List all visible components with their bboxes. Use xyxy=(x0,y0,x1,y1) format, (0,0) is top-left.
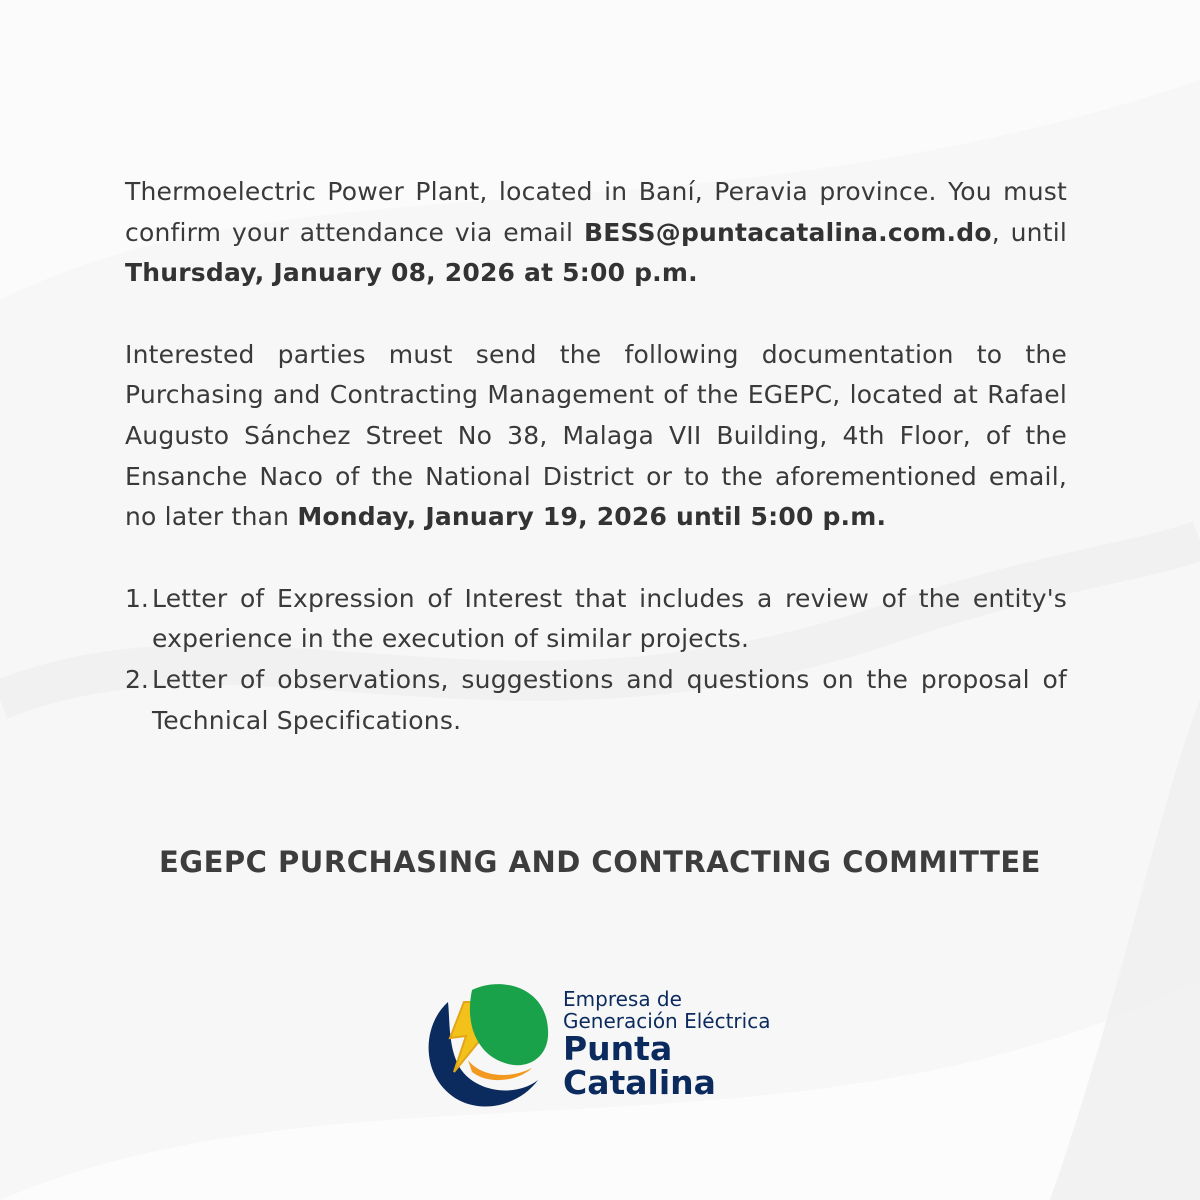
logo-line-empresa: Empresa de xyxy=(563,987,682,1011)
logo-line-generacion: Generación Eléctrica xyxy=(563,1009,771,1033)
logo-wordmark xyxy=(563,988,800,1100)
list-number: 2. xyxy=(125,664,157,694)
paragraph-text: Thermoelectric Power Plant, located in Baní, Peravia province. You must confirm your attendance via email xyxy=(125,177,1067,247)
punta-catalina-logo-icon xyxy=(420,980,555,1110)
list-item xyxy=(125,660,1067,741)
paragraph-attendance xyxy=(125,172,1067,294)
list-item xyxy=(125,579,1067,660)
paragraph-text: , until xyxy=(991,217,1067,247)
list-text: Letter of Expression of Interest that includes a review of the entity's experience in the execution of similar projects. xyxy=(152,583,1067,654)
requirements-list xyxy=(125,579,1067,741)
logo-line-catalina: Catalina xyxy=(563,1063,716,1102)
paragraph-documentation xyxy=(125,335,1067,538)
paragraph-text: Interested parties must send the following documentation to the Purchasing and Contracting Management of the EGEPC, located at Rafael Augusto Sánchez Street No 38, Malaga VII Building, 4th Floor, of the Ensanche Naco of the National District or to the aforementioned email, no later than xyxy=(125,339,1067,532)
document-body xyxy=(125,172,1067,741)
email-address: BESS@puntacatalina.com.do xyxy=(583,217,992,247)
list-text: Letter of observations, suggestions and questions on the proposal of Technical Specifications. xyxy=(152,664,1067,735)
logo-line-punta: Punta xyxy=(563,1029,673,1068)
committee-signature: EGEPC PURCHASING AND CONTRACTING COMMITTEE xyxy=(159,845,1041,879)
company-logo xyxy=(420,980,800,1110)
list-number: 1. xyxy=(125,583,149,613)
documentation-deadline: Monday, January 19, 2026 until 5:00 p.m. xyxy=(297,502,887,532)
attendance-deadline: Thursday, January 08, 2026 at 5:00 p.m. xyxy=(125,258,698,288)
